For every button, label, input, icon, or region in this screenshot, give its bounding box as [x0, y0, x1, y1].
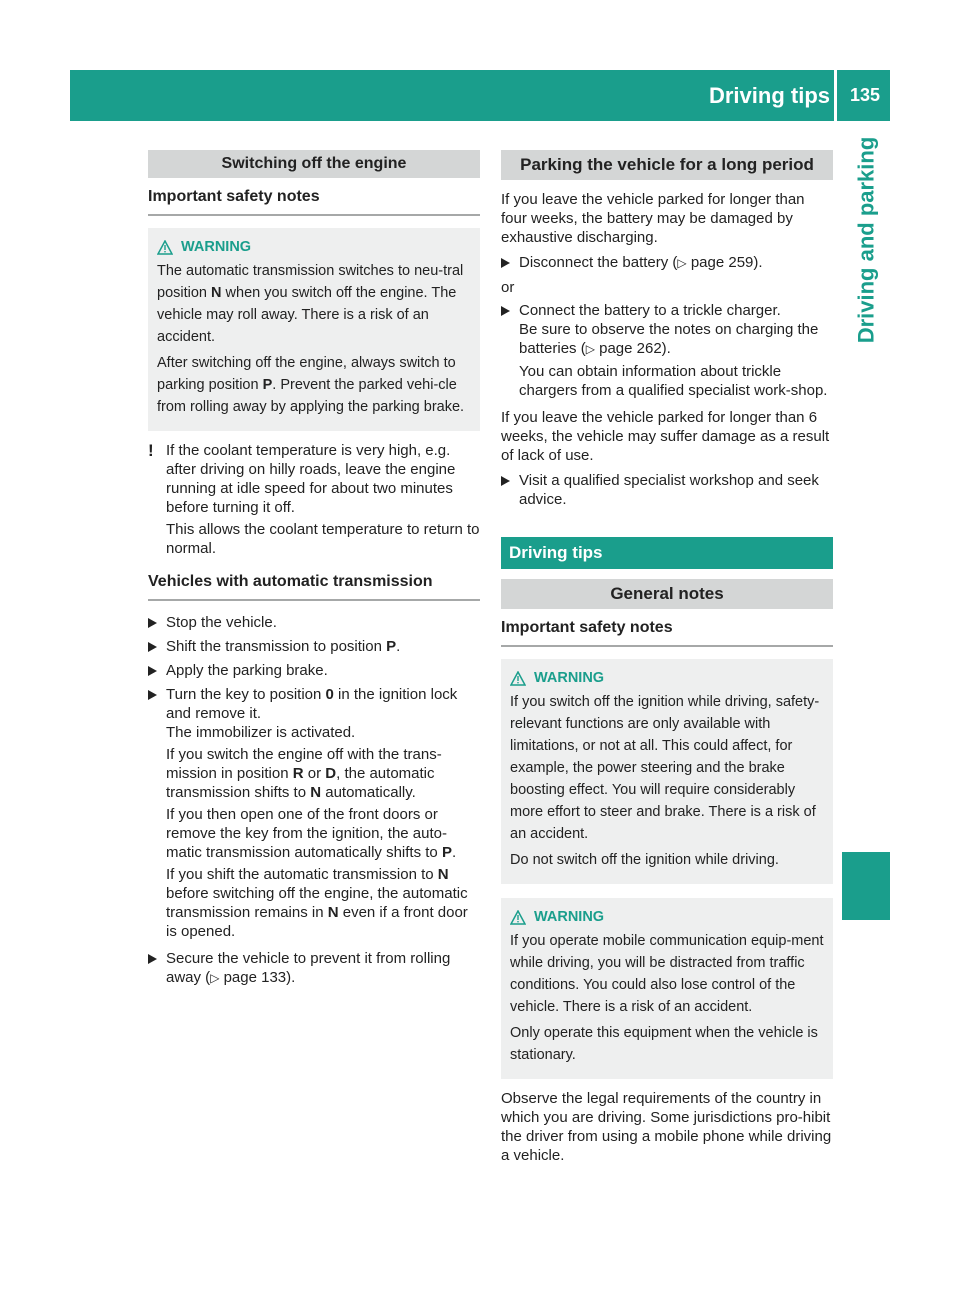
- bullet-arrow-icon: [148, 618, 157, 628]
- side-tab-label: Driving and parking: [853, 136, 878, 344]
- left-column: [148, 150, 480, 993]
- list-item: Connect the battery to a trickle charger. Be sure to observe the notes on charging the batteries (▷ page 262). You can obtain information about trickle chargers from a qualified specialist work-shop.: [501, 301, 833, 403]
- section-title: General notes: [501, 579, 833, 609]
- bullet-arrow-icon: [501, 306, 510, 316]
- note: [148, 441, 480, 561]
- warning-title: [157, 236, 471, 258]
- warning-text: After switching off the engine, always switch to parking position P. Prevent the parked vehi-cle from rolling away by applying the parking brake.: [157, 355, 465, 415]
- bullet-arrow-icon: [148, 690, 157, 700]
- warning-title: [510, 667, 824, 689]
- list-item: Visit a qualified specialist workshop and seek advice.: [501, 471, 833, 509]
- warning-icon: [157, 240, 173, 255]
- list-item: Secure the vehicle to prevent it from rolling away (▷ page 133).: [148, 949, 480, 988]
- warning-text: Do not switch off the ignition while driving.: [510, 852, 779, 868]
- note-text: If the coolant temperature is very high, e.g. after driving on hilly roads, leave the engine running at idle speed for about two minutes before turning it off.: [166, 442, 456, 516]
- subheading: Important safety notes: [501, 619, 833, 647]
- list-item: Stop the vehicle.: [148, 613, 480, 632]
- caution-icon: !: [148, 441, 154, 460]
- note-text: This allows the coolant temperature to return to normal.: [166, 521, 480, 557]
- bullet-arrow-icon: [148, 954, 157, 964]
- warning-label: WARNING: [534, 909, 605, 925]
- warning-title: [510, 906, 824, 928]
- section-title: Parking the vehicle for a long period: [501, 150, 833, 180]
- page-number: 135: [849, 85, 881, 105]
- bullet-arrow-icon: [148, 666, 157, 676]
- bullet-arrow-icon: [501, 476, 510, 486]
- page-ref-arrow-icon: ▷: [677, 256, 687, 270]
- or-text: or: [501, 279, 515, 296]
- list-item: Apply the parking brake.: [148, 661, 480, 680]
- bullet-arrow-icon: [501, 258, 510, 268]
- warning-text: If you switch off the ignition while driving, safety-relevant functions are only available with limitations, or not at all. This could affect, for example, the power steering and the brake boosting effect. You will require considerably more effort to steer and brake. There is a risk of an accident.: [510, 694, 820, 842]
- list-item: Disconnect the battery (▷ page 259).: [501, 253, 833, 273]
- warning-text: If you operate mobile communication equip-ment while driving, you will be distracted from traffic conditions. You could also lose control of the vehicle. There is a risk of an accident.: [510, 933, 824, 1015]
- warning-icon: [510, 910, 526, 925]
- warning-box: [501, 659, 833, 884]
- side-tab-marker: [842, 852, 890, 920]
- warning-text: The automatic transmission switches to neu-tral position N when you switch off the engine. The vehicle may roll away. There is a risk of an accident.: [157, 263, 464, 345]
- side-tab: [842, 136, 890, 344]
- page-ref-arrow-icon: ▷: [210, 971, 220, 985]
- header-divider: [834, 70, 837, 121]
- warning-label: WARNING: [534, 670, 605, 686]
- section-title: Switching off the engine: [148, 150, 480, 178]
- warning-box: [148, 228, 480, 431]
- bullet-arrow-icon: [148, 642, 157, 652]
- list-item: Shift the transmission to position P.: [148, 637, 480, 656]
- header-title: Driving tips: [708, 82, 830, 108]
- warning-box: [501, 898, 833, 1079]
- warning-label: WARNING: [181, 239, 252, 255]
- paragraph: Observe the legal requirements of the country in which you are driving. Some jurisdictions pro-hibit the driver from using a mobile phone while driving a vehicle.: [501, 1090, 832, 1164]
- paragraph: If you leave the vehicle parked for longer than four weeks, the battery may be damaged by exhaustive discharging.: [501, 191, 805, 246]
- right-column: [501, 150, 833, 1171]
- subheading: Important safety notes: [148, 188, 480, 216]
- chapter-title: Driving tips: [501, 537, 833, 569]
- page-ref-arrow-icon: ▷: [585, 342, 595, 356]
- subheading: Vehicles with automatic transmission: [148, 573, 480, 601]
- paragraph: If you leave the vehicle parked for longer than 6 weeks, the vehicle may suffer damage as a result of lack of use.: [501, 409, 830, 464]
- warning-text: Only operate this equipment when the vehicle is stationary.: [510, 1025, 818, 1063]
- warning-icon: [510, 671, 526, 686]
- list-item: Turn the key to position 0 in the ignition lock and remove it. The immobilizer is activated. If you switch the engine off with the trans-mission in position R or D, the automatic transmission shifts to N automatically. If you then open one of the front doors or remove the key from the ignition, the auto-matic transmission automatically shifts to P. If you shift the automatic transmission to N before switching off the engine, the automatic transmission remains in N even if a front door is opened.: [148, 685, 480, 944]
